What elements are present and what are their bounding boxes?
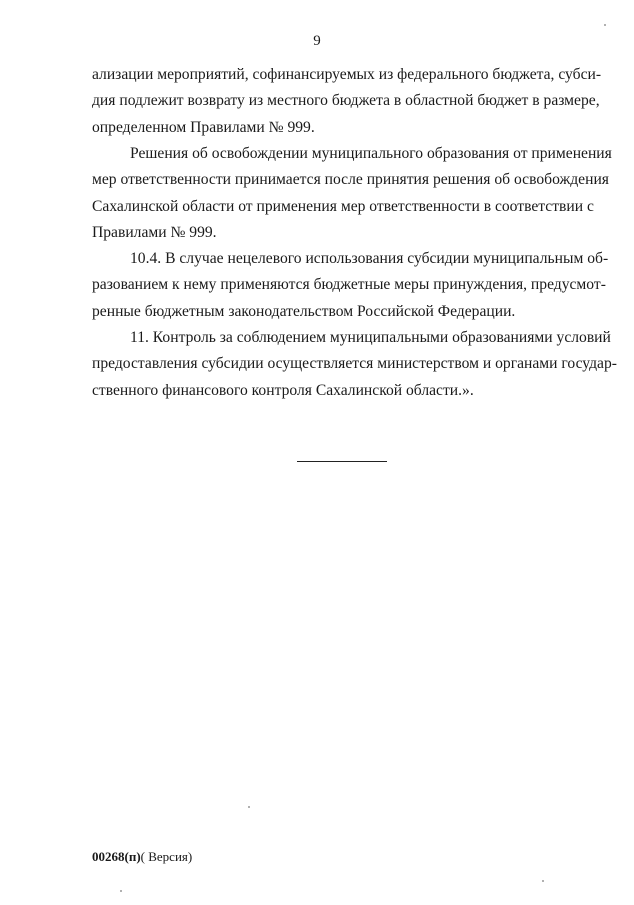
paragraph-4 [92, 325, 617, 404]
paragraph-line: Сахалинской области от применения мер ответственности в соответствии с [92, 197, 594, 215]
paragraph-1 [92, 62, 602, 141]
paragraph-line: дия подлежит возврату из местного бюджета в областной бюджет в размере, [92, 92, 600, 110]
scan-speck [604, 24, 606, 26]
paragraph-line: ренные бюджетным законодательством Российской Федерации. [92, 302, 516, 320]
document-footer [92, 849, 192, 865]
paragraph-line: разованием к нему применяются бюджетные меры принуждения, предусмот- [92, 276, 606, 294]
paragraph-3 [92, 246, 609, 325]
paragraph-line: мер ответственности принимается после принятия решения об освобождения [92, 171, 609, 189]
scan-speck [120, 890, 122, 892]
page-number: 9 [313, 33, 321, 49]
paragraph-line: ственного финансового контроля Сахалинской области.». [92, 381, 474, 399]
paragraph-line: 11. Контроль за соблюдением муниципальными образованиями условий [130, 329, 611, 346]
paragraph-line: предоставления субсидии осуществляется министерством и органами государ- [92, 355, 617, 373]
paragraph-line: Решения об освобождении муниципального образования от применения [130, 145, 612, 162]
section-divider [297, 461, 387, 462]
document-version: ( Версия) [140, 849, 193, 864]
paragraph-2 [92, 141, 612, 246]
paragraph-line: Правилами № 999. [92, 223, 217, 241]
paragraph-line: определенном Правилами № 999. [92, 118, 315, 136]
scan-speck [248, 806, 250, 808]
document-code: 00268(п) [92, 849, 141, 864]
paragraph-line: 10.4. В случае нецелевого использования субсидии муниципальным об- [130, 250, 609, 267]
paragraph-line: ализации мероприятий, софинансируемых из федерального бюджета, субси- [92, 66, 602, 83]
scan-speck [542, 880, 544, 882]
